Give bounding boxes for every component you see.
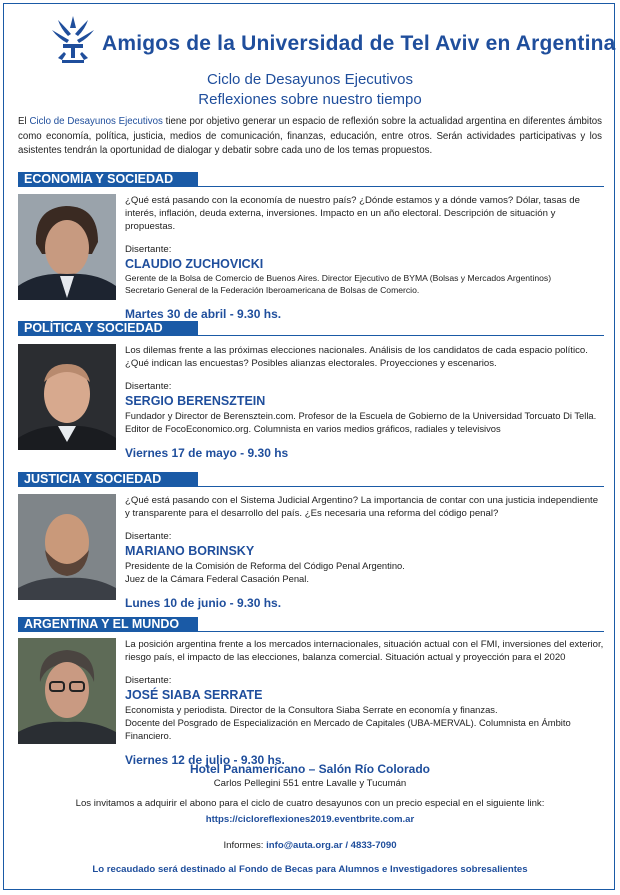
speaker-photo-berensztein [18,344,116,450]
section-divider [18,186,604,187]
event-title [0,70,620,110]
section-body-justicia [125,494,605,610]
section-body-argentina-mundo [125,638,605,767]
section-divider [18,631,604,632]
contact-email[interactable]: info@auta.org.ar [266,840,343,851]
speaker-label: Disertante: [125,244,172,255]
speaker-bio-line: Fundador y Director de Berensztein.com. Profesor de la Escuela de Gobierno de la Universidad Torcuato Di Tella. [125,410,597,421]
section-body-economia [125,194,605,321]
portrait-icon [18,494,116,600]
intro-body: tiene por objetivo generar un espacio de reflexión sobre la actualidad argentina en diferentes ámbitos como economía, política, justicia, medios de comunicación, finanzas, educación, entre otros. Serán actividades participativas y los asistentes tendrán la oportunidad de dialogar y debatir sobre cada uno de los temas propuestos. [18,116,603,156]
section-divider [18,486,604,487]
portrait-icon [18,194,116,300]
speaker-bio-line: Presidente de la Comisión de Reforma del Código Penal Argentino. [125,560,405,571]
speaker-bio-line: Docente del Posgrado de Especialización en Mercado de Capitales (UBA-MERVAL). Columnista en Ámbito Financiero. [125,717,571,741]
speaker-photo-borinsky [18,494,116,600]
speaker-bio-line: Secretario General de la Federación Iberoamericana de Bolsas de Comercio. [125,285,420,295]
speaker-bio-line: Editor de FocoEconomico.org. Columnista en varios medios gráficos, radiales y televisivos [125,423,501,434]
speaker-name: SERGIO BERENSZTEIN [125,394,266,408]
speaker-name: MARIANO BORINSKY [125,544,255,558]
section-description: ¿Qué está pasando con la economía de nuestro país? ¿Dónde estamos y a dónde vamos? Dólar, tasas de interés, inflación, deuda externa, inversiones. Impacto en un año electoral. Descripción de situación y propuestas. [125,195,580,232]
title-line-2: Reflexiones sobre nuestro tiempo [198,91,422,108]
speaker-name: CLAUDIO ZUCHOVICKI [125,257,264,271]
intro-highlight: Ciclo de Desayunos Ejecutivos [29,116,163,127]
section-body-politica [125,344,605,460]
section-divider [18,335,604,336]
speaker-photo-zuchovicki [18,194,116,300]
venue-address: Carlos Pellegini 551 entre Lavalle y Tucumán [213,778,407,789]
section-description: Los dilemas frente a las próximas elecciones nacionales. Análisis de los candidatos de cada espacio político. ¿Qué indican las encuestas? Posibles alianzas electorales. Proyecciones y escenarios. [125,345,588,369]
event-date: Viernes 12 de julio - 9.30 hs. [125,753,285,767]
registration-link[interactable]: https://cicloreflexiones2019.eventbrite.com.ar [205,814,415,825]
section-title-argentina-mundo: ARGENTINA Y EL MUNDO [18,617,198,632]
speaker-photo-siaba-serrate [18,638,116,744]
university-logo-icon [50,14,96,68]
event-date: Viernes 17 de mayo - 9.30 hs [125,446,289,460]
section-title-economia: ECONOMÍA Y SOCIEDAD [18,172,198,187]
speaker-bio-line: Economista y periodista. Director de la Consultora Siaba Serrate en economía y finanzas. [125,704,498,715]
contact-label: Informes: [223,840,264,851]
organization-name: Amigos de la Universidad de Tel Aviv en Argentina [102,32,616,55]
portrait-icon [18,638,116,744]
event-date: Martes 30 de abril - 9.30 hs. [125,307,282,321]
contact-phone: 4833-7090 [350,840,397,851]
section-title-politica: POLÍTICA Y SOCIEDAD [18,321,198,336]
section-description: La posición argentina frente a los mercados internacionales, situación actual con el FMI, inversiones del exterior, riesgo país, el impacto de las elecciones, balanza comercial. Situación actual y proyección para el 2020 [125,639,604,663]
portrait-icon [18,344,116,450]
section-description: ¿Qué está pasando con el Sistema Judicial Argentino? La importancia de contar con una justicia independiente y transparente para el desarrollo del país. ¿Es necesaria una reforma del código penal? [125,495,599,519]
scholarship-note: Lo recaudado será destinado al Fondo de Becas para Alumnos e Investigadores sobresalientes [92,864,528,875]
speaker-bio-line: Juez de la Cámara Federal Casación Penal. [125,573,309,584]
speaker-bio-line: Gerente de la Bolsa de Comercio de Buenos Aires. Director Ejecutivo de BYMA (Bolsas y Mercados Argentinos) [125,273,552,283]
speaker-label: Disertante: [125,675,172,686]
contact-separator: / [345,840,348,851]
speaker-label: Disertante: [125,381,172,392]
event-date: Lunes 10 de junio - 9.30 hs. [125,596,282,610]
contact-info [0,840,620,851]
header [0,14,620,70]
invite-text: Los invitamos a adquirir el abono para el ciclo de cuatro desayunos con un precio especial en el siguiente link: [75,798,545,809]
speaker-label: Disertante: [125,531,172,542]
section-title-justicia: JUSTICIA Y SOCIEDAD [18,472,198,487]
speaker-name: JOSÉ SIABA SERRATE [125,688,263,702]
intro-paragraph [18,115,602,159]
venue-name: Hotel Panamericano – Salón Río Colorado [189,762,431,776]
intro-pre: El [18,116,30,127]
title-line-1: Ciclo de Desayunos Ejecutivos [207,71,413,88]
